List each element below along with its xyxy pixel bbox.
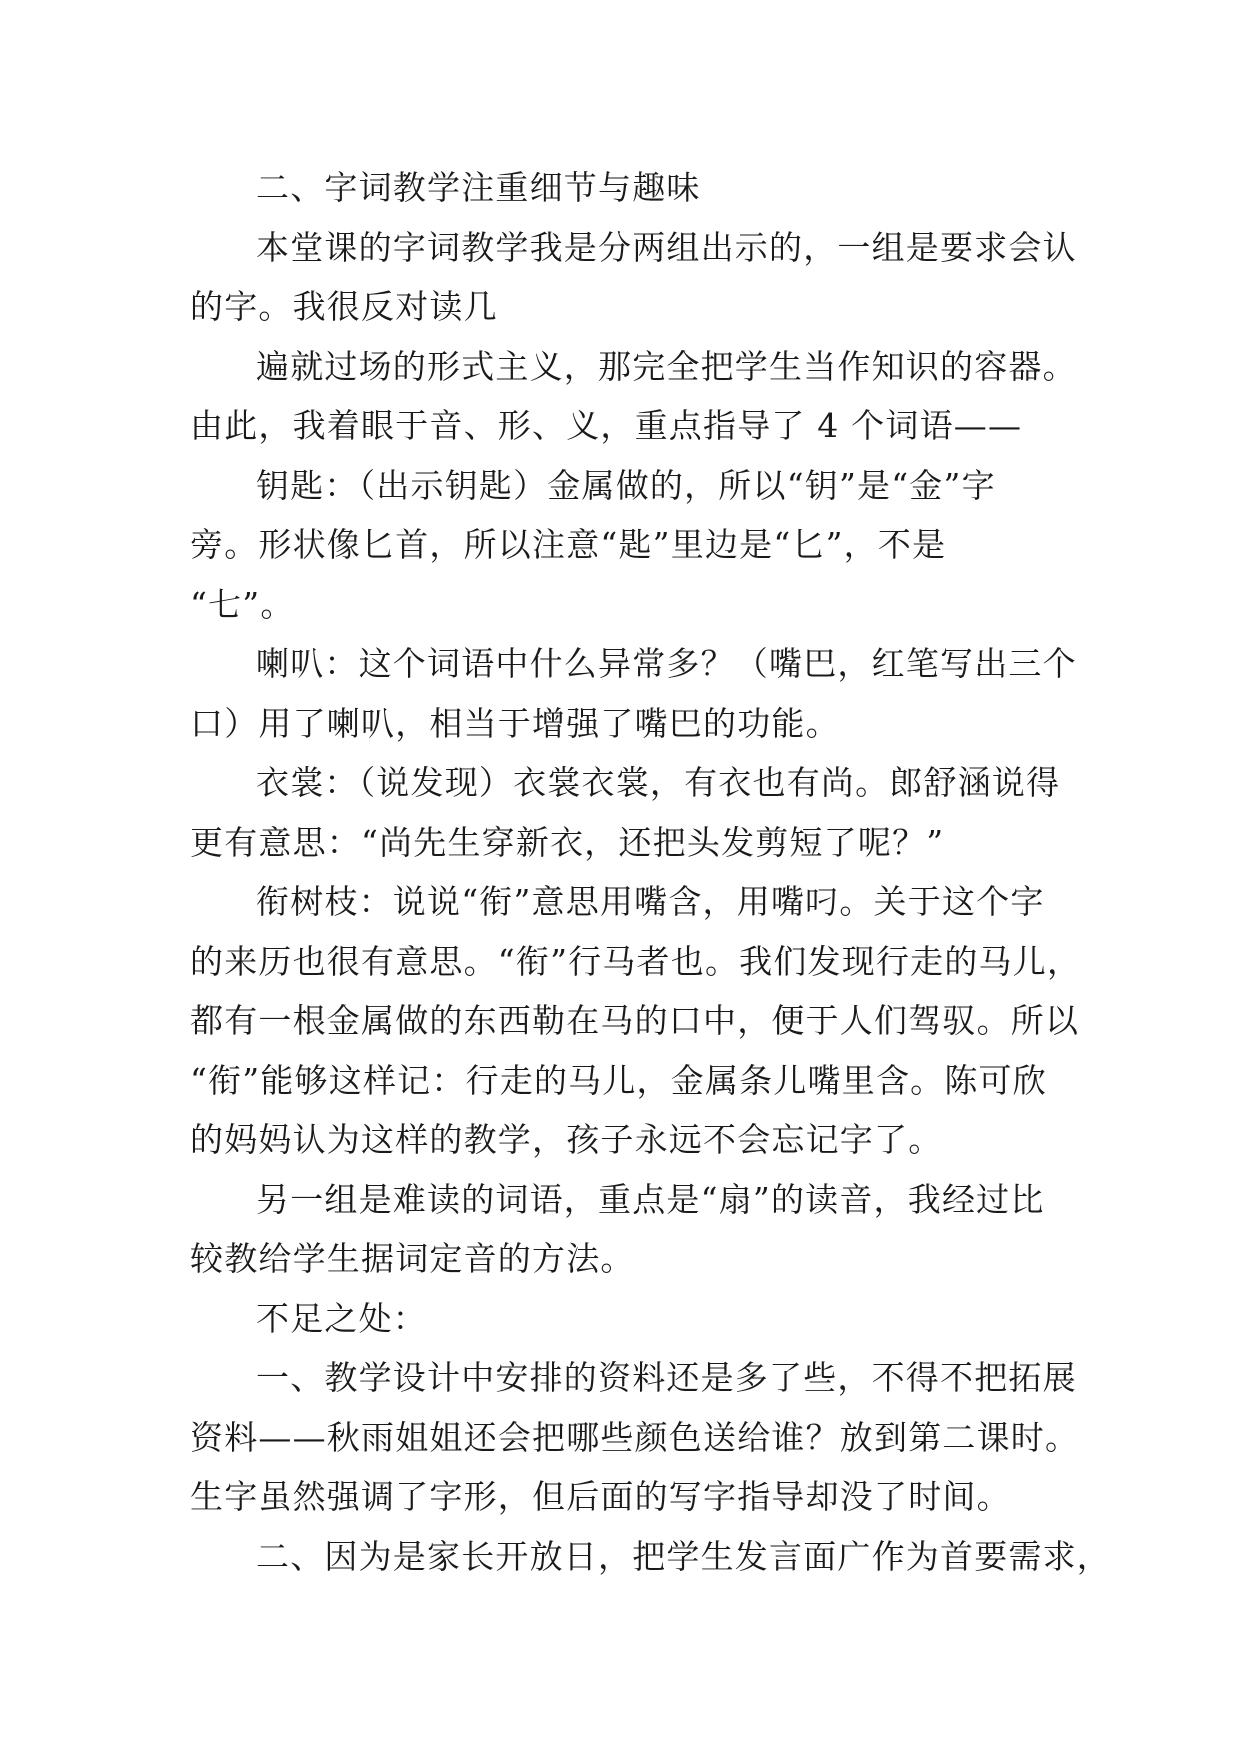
paragraph-line: “七”。 — [190, 584, 295, 624]
paragraph — [190, 1348, 1080, 1527]
paragraph — [190, 158, 1070, 218]
paragraph — [190, 337, 1077, 456]
paragraph-line: 都有一根金属做的东西勒在马的口中，便于人们驾驭。所以 — [190, 1001, 1080, 1040]
paragraph — [190, 456, 1070, 635]
paragraph-first-line: 不足之处： — [256, 1298, 427, 1338]
paragraph-first-line: 一、教学设计中安排的资料还是多了些，不得不把拓展 — [256, 1358, 1077, 1397]
paragraph — [190, 872, 1082, 1170]
paragraph-first-line: 遍就过场的形式主义，那完全把学生当作知识的容器。 — [256, 346, 1077, 386]
paragraph — [190, 1170, 1070, 1289]
paragraph — [190, 753, 1070, 872]
paragraph-line: 生字虽然强调了字形，但后面的写字指导却没了时间。 — [190, 1477, 1011, 1516]
paragraph-line: 由此，我着眼于音、形、义，重点指导了 4 个词语—— — [190, 406, 1023, 445]
paragraph-first-line: 喇叭：这个词语中什么异常多？（嘴巴，红笔写出三个 — [256, 644, 1077, 683]
paragraph-first-line: 衔树枝：说说“衔”意思用嘴含，用嘴叼。关于这个字 — [256, 882, 1045, 921]
paragraph — [190, 218, 1077, 337]
paragraph — [190, 1289, 1070, 1349]
paragraph-first-line: 钥匙：（出示钥匙）金属做的，所以“钥”是“金”字 — [256, 465, 996, 505]
paragraph-line: 较教给学生据词定音的方法。 — [190, 1239, 635, 1278]
document-body — [190, 158, 1111, 1586]
paragraph-line: “衔”能够这样记：行走的马儿，金属条儿嘴里含。陈可欣 — [190, 1060, 1047, 1100]
paragraph-first-line: 本堂课的字词教学我是分两组出示的，一组是要求会认 — [256, 227, 1077, 267]
paragraph-line: 旁。形状像匕首，所以注意“匙”里边是“匕”，不是 — [190, 525, 947, 564]
paragraph-first-line: 衣裳：（说发现）衣裳衣裳，有衣也有尚。郎舒涵说得 — [256, 763, 1061, 802]
paragraph-line: 的字。我很反对读几 — [190, 287, 498, 326]
paragraph — [190, 634, 1077, 753]
paragraph-line: 的来历也很有意思。“衔”行马者也。我们发现行走的马儿， — [190, 941, 1082, 981]
paragraph-line: 的妈妈认为这样的教学，孩子永远不会忘记字了。 — [190, 1120, 943, 1159]
paragraph-first-line: 二、因为是家长开放日，把学生发言面广作为首要需求， — [256, 1536, 1111, 1576]
paragraph — [190, 1527, 1111, 1587]
paragraph-line: 口）用了喇叭，相当于增强了嘴巴的功能。 — [190, 703, 840, 743]
paragraph-first-line: 二、字词教学注重细节与趣味 — [256, 168, 701, 207]
paragraph-first-line: 另一组是难读的词语，重点是“扇”的读音，我经过比 — [256, 1179, 1045, 1219]
paragraph-line: 资料——秋雨姐姐还会把哪些颜色送给谁？放到第二课时。 — [190, 1417, 1080, 1457]
paragraph-line: 更有意思：“尚先生穿新衣，还把头发剪短了呢？” — [190, 822, 945, 862]
